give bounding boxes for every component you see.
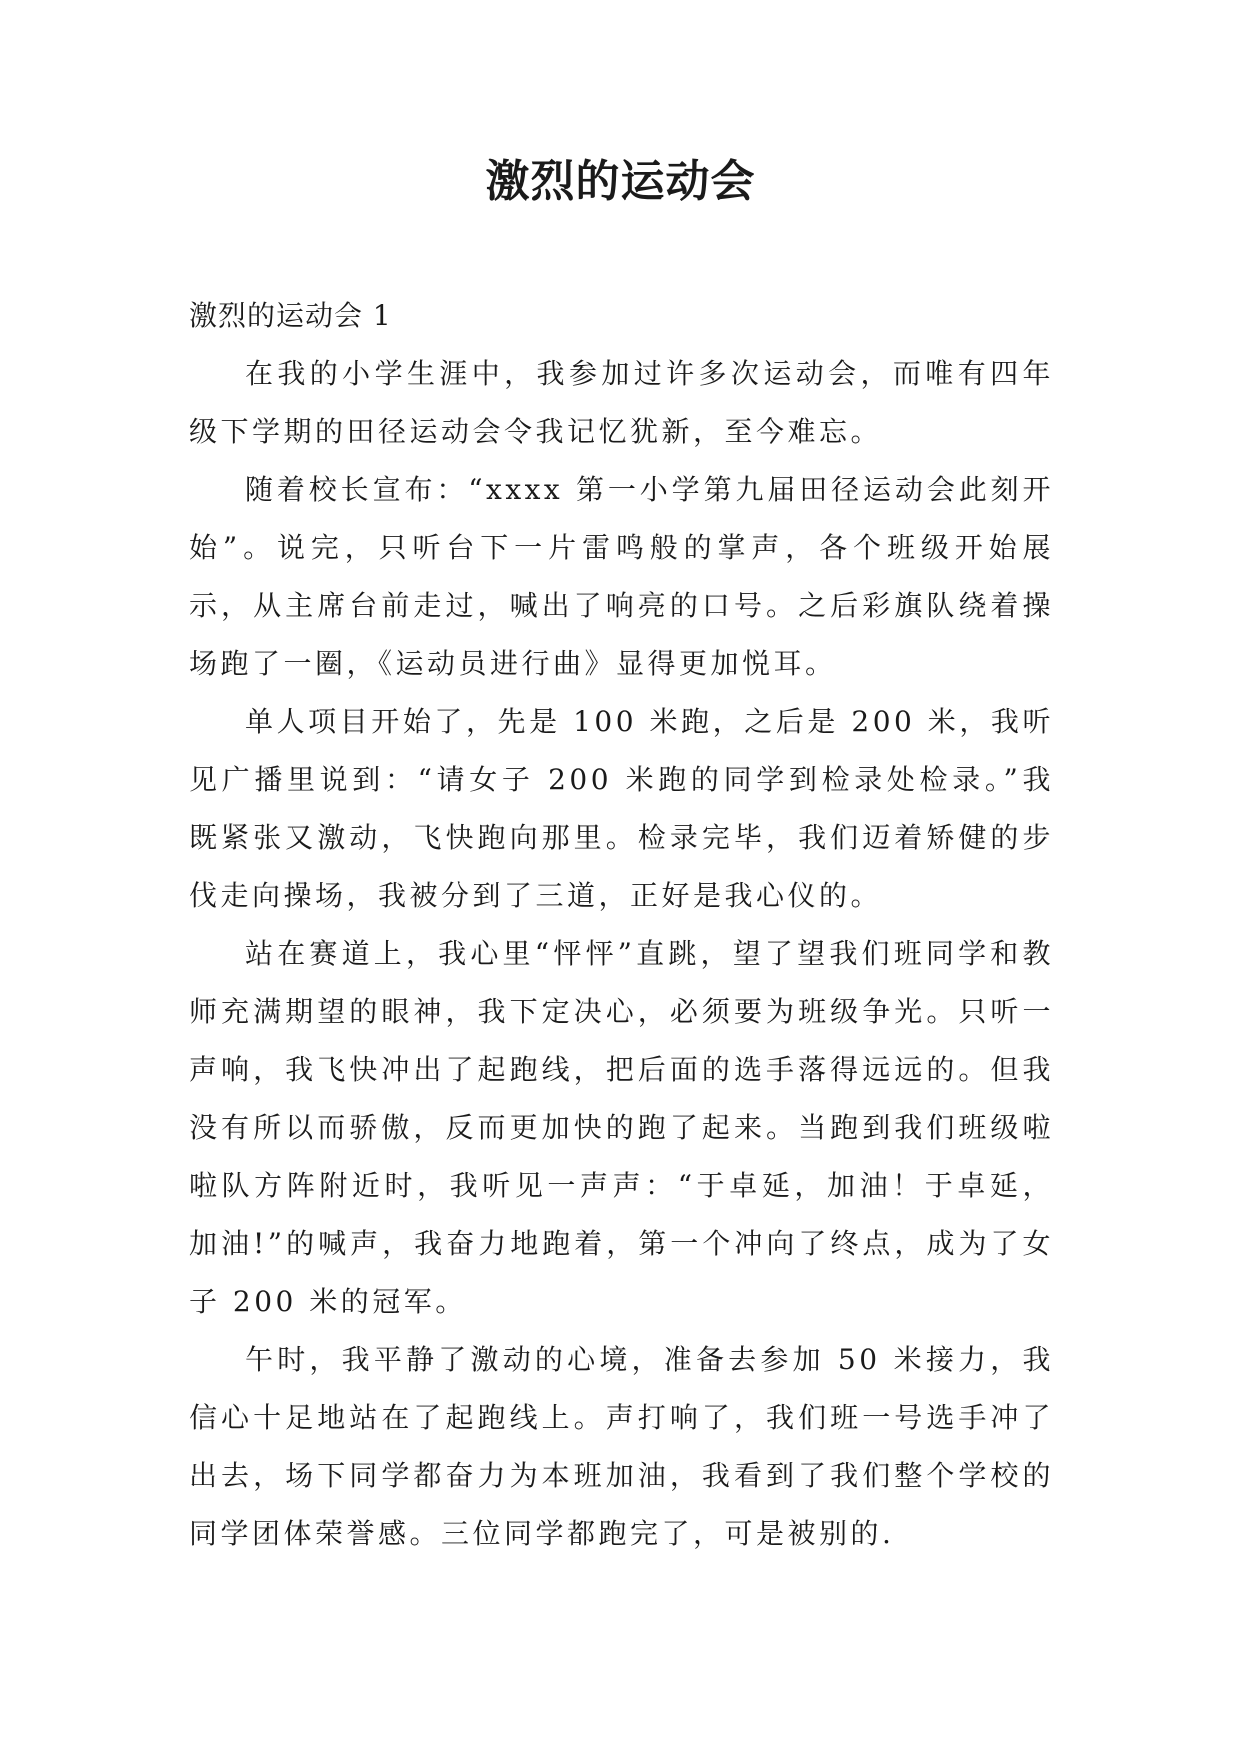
document-body: [189, 287, 1054, 1563]
paragraph-3: 单人项目开始了，先是 100 米跑，之后是 200 米，我听见广播里说到：“请女子 200 米跑的同学到检录处检录。”我既紧张又激动，飞快跑向那里。检录完毕，我们迈着矫健的步伐走向操场，我被分到了三道，正好是我心仪的。: [189, 705, 1054, 912]
section-heading: 激烈的运动会 1: [189, 299, 392, 332]
document-title: 激烈的运动会: [485, 156, 756, 207]
paragraph-1: 在我的小学生涯中，我参加过许多次运动会，而唯有四年级下学期的田径运动会令我记忆犹新，至今难忘。: [189, 357, 1054, 448]
paragraph-2: 随着校长宣布：“xxxx 第一小学第九届田径运动会此刻开始”。说完，只听台下一片雷鸣般的掌声，各个班级开始展示，从主席台前走过，喊出了响亮的口号。之后彩旗队绕着操场跑了一圈，《运动员进行曲》显得更加悦耳。: [189, 473, 1054, 680]
paragraph-5: 午时，我平静了激动的心境，准备去参加 50 米接力，我信心十足地站在了起跑线上。声打响了，我们班一号选手冲了出去，场下同学都奋力为本班加油，我看到了我们整个学校的同学团体荣誉感。三位同学都跑完了，可是被别的.: [189, 1343, 1054, 1550]
paragraph-4: 站在赛道上，我心里“怦怦”直跳，望了望我们班同学和教师充满期望的眼神，我下定决心，必须要为班级争光。只听一声响，我飞快冲出了起跑线，把后面的选手落得远远的。但我没有所以而骄傲，反而更加快的跑了起来。当跑到我们班级啦啦队方阵附近时，我听见一声声：“于卓延，加油！于卓延，加油!”的喊声，我奋力地跑着，第一个冲向了终点，成为了女子 200 米的冠军。: [189, 937, 1054, 1318]
